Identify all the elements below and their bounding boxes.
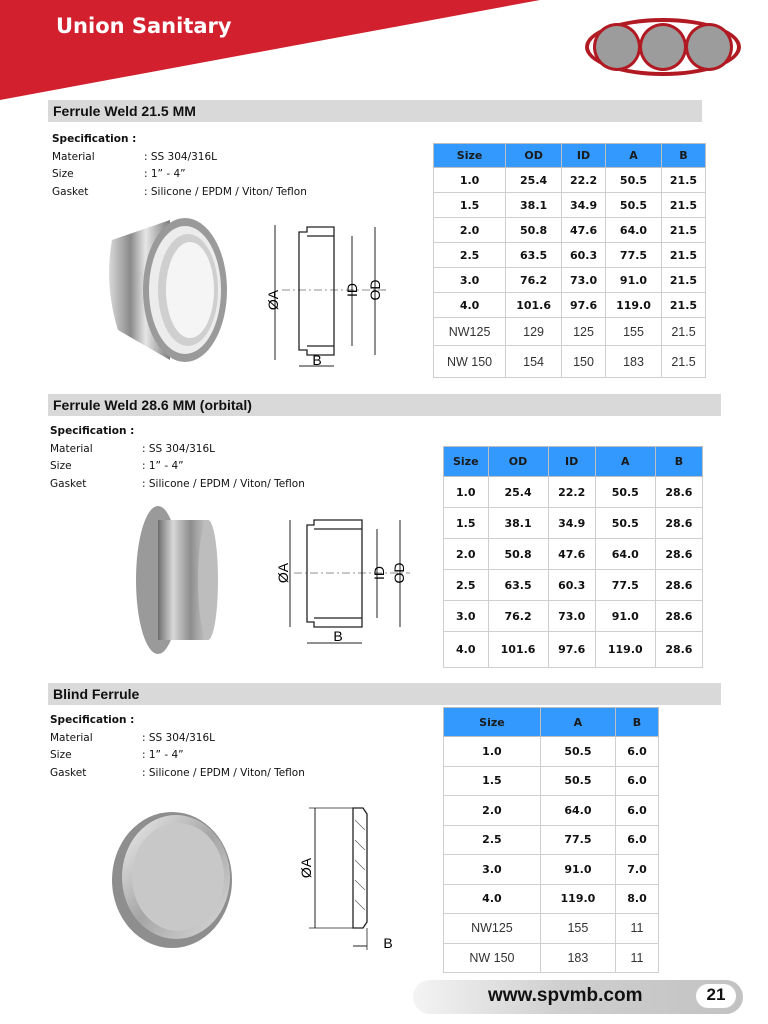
table-cell: 4.0 [434,293,506,318]
table-cell: 60.3 [548,570,595,601]
table-cell: 73.0 [562,268,606,293]
table-cell: 63.5 [506,243,562,268]
dim-label-a: ØA [275,562,291,584]
table-cell: 50.5 [595,477,655,508]
table-row [444,570,703,601]
spec-label-size: Size [52,168,74,180]
table-cell: 3.0 [444,855,541,885]
table-cell: 28.6 [655,632,702,668]
table-cell: 28.6 [655,477,702,508]
table-cell: NW125 [434,318,506,346]
spec-heading: Specification : [50,714,135,726]
table-cell: 101.6 [506,293,562,318]
table-cell: 155 [540,914,615,944]
table-cell: 28.6 [655,570,702,601]
table-cell: 64.0 [540,796,615,826]
table-row [434,318,706,346]
table-cell: 77.5 [595,570,655,601]
table-cell: 125 [562,318,606,346]
table-row [444,796,659,826]
table-cell: 129 [506,318,562,346]
spec-value-size: : 1” - 4” [142,460,184,472]
spec-label-size: Size [50,749,72,761]
spec-heading: Specification : [52,133,137,145]
col-header: A [540,708,615,737]
table-cell: 101.6 [488,632,548,668]
table-cell: 21.5 [661,218,705,243]
table-row [444,508,703,539]
table-cell: 34.9 [562,193,606,218]
table-row [444,737,659,767]
table-cell: 1.0 [444,477,489,508]
table-row [444,825,659,855]
table-cell: 8.0 [615,884,658,914]
table-cell: 4.0 [444,884,541,914]
table-cell: 60.3 [562,243,606,268]
table-row [434,168,706,193]
orbital-ferrule-photo [130,502,230,662]
table-cell: 38.1 [506,193,562,218]
table-cell: 50.8 [506,218,562,243]
spec-label-material: Material [52,150,95,163]
table-cell: 21.5 [661,168,705,193]
table-cell: 11 [615,914,658,944]
table-cell: 6.0 [615,766,658,796]
col-header: OD [488,447,548,477]
table-cell: 21.5 [661,268,705,293]
col-header: B [615,708,658,737]
table-row [434,193,706,218]
spv-logo [583,16,743,78]
table-cell: 1.5 [434,193,506,218]
table-cell: 6.0 [615,737,658,767]
table-row [444,632,703,668]
table-cell: 2.0 [434,218,506,243]
table-cell: 21.5 [661,346,705,378]
table-row [434,243,706,268]
table-cell: 50.5 [540,737,615,767]
section-title-ferrule-weld-28-6: Ferrule Weld 28.6 MM (orbital) [48,394,721,416]
section-title-blind-ferrule: Blind Ferrule [48,683,721,705]
table-row [434,346,706,378]
spec-value-gasket: : Silicone / EPDM / Viton/ Teflon [142,477,305,490]
table-cell: 34.9 [548,508,595,539]
table-row [444,855,659,885]
spec-value-material: : SS 304/316L [142,442,216,455]
table-cell: 21.5 [661,193,705,218]
table-cell: 155 [606,318,662,346]
dim-label-od: OD [391,562,407,584]
spec-label-gasket: Gasket [50,766,87,779]
table-row [434,293,706,318]
table-row [444,539,703,570]
page-number: 21 [696,984,736,1008]
table-cell: 3.0 [434,268,506,293]
table-cell: 6.0 [615,825,658,855]
table-cell: 150 [562,346,606,378]
col-header: ID [562,144,606,168]
table-cell: 21.5 [661,318,705,346]
table-cell: 119.0 [540,884,615,914]
dim-label-a: ØA [298,857,314,879]
table-cell: 183 [606,346,662,378]
table-cell: 91.0 [595,601,655,632]
table-cell: 154 [506,346,562,378]
table-cell: 77.5 [540,825,615,855]
table-cell: 97.6 [548,632,595,668]
table-row [444,914,659,944]
table-cell: 2.0 [444,539,489,570]
table-cell: 47.6 [562,218,606,243]
col-header: Size [444,447,489,477]
spec-value-size: : 1” - 4” [144,168,186,180]
ferrule-technical-drawing [262,220,392,380]
table-cell: 3.0 [444,601,489,632]
table-cell: 76.2 [488,601,548,632]
website-link[interactable]: www.spvmb.com [488,985,643,1006]
table-cell: 50.5 [606,193,662,218]
table-cell: NW 150 [444,943,541,973]
table-cell: 1.5 [444,766,541,796]
spec-label-material: Material [50,731,93,744]
col-header: B [655,447,702,477]
dim-label-b: B [312,352,322,368]
table-row [444,766,659,796]
spec-heading: Specification : [50,425,135,437]
dim-label-od: OD [367,279,383,301]
table-cell: 119.0 [595,632,655,668]
table-cell: 47.6 [548,539,595,570]
table-cell: 50.5 [595,508,655,539]
specification-block [50,423,305,493]
dim-label-b: B [383,935,393,951]
table-cell: 25.4 [506,168,562,193]
table-row [444,601,703,632]
table-cell: 28.6 [655,508,702,539]
table-cell: 77.5 [606,243,662,268]
table-cell: 22.2 [548,477,595,508]
table-cell: NW 150 [434,346,506,378]
dimensions-table [433,143,706,378]
blind-ferrule-technical-drawing [295,800,405,960]
col-header: B [661,144,705,168]
table-cell: NW125 [444,914,541,944]
dim-label-id: ID [371,566,387,580]
dim-label-id: ID [344,283,360,297]
table-cell: 50.5 [540,766,615,796]
table-row [434,268,706,293]
col-header: A [595,447,655,477]
table-cell: 25.4 [488,477,548,508]
page-title: Union Sanitary [56,14,232,38]
col-header: OD [506,144,562,168]
table-cell: 21.5 [661,243,705,268]
specification-block [50,712,305,782]
dimensions-table [443,446,703,668]
table-row [444,884,659,914]
table-cell: 64.0 [606,218,662,243]
table-cell: 7.0 [615,855,658,885]
table-header-row [444,708,659,737]
table-cell: 2.5 [434,243,506,268]
specification-block [52,131,307,201]
dimensions-table [443,707,659,973]
table-cell: 2.5 [444,570,489,601]
table-cell: 28.6 [655,601,702,632]
table-header-row [444,447,703,477]
table-cell: 4.0 [444,632,489,668]
table-cell: 2.5 [444,825,541,855]
spec-label-material: Material [50,442,93,455]
table-cell: 38.1 [488,508,548,539]
table-cell: 97.6 [562,293,606,318]
table-cell: 63.5 [488,570,548,601]
table-cell: 50.5 [606,168,662,193]
table-cell: 119.0 [606,293,662,318]
table-cell: 183 [540,943,615,973]
spec-value-size: : 1” - 4” [142,749,184,761]
table-cell: 64.0 [595,539,655,570]
table-cell: 50.8 [488,539,548,570]
col-header: A [606,144,662,168]
table-cell: 21.5 [661,293,705,318]
table-cell: 6.0 [615,796,658,826]
col-header: Size [444,708,541,737]
spec-label-gasket: Gasket [50,477,87,490]
dim-label-b: B [333,628,343,644]
table-cell: 73.0 [548,601,595,632]
col-header: ID [548,447,595,477]
spec-value-material: : SS 304/316L [142,731,216,744]
table-cell: 28.6 [655,539,702,570]
table-cell: 22.2 [562,168,606,193]
ferrule-photo [100,210,240,370]
table-cell: 1.5 [444,508,489,539]
table-header-row [434,144,706,168]
orbital-ferrule-technical-drawing [272,515,412,655]
spec-value-material: : SS 304/316L [144,150,218,163]
table-cell: 76.2 [506,268,562,293]
spec-value-gasket: : Silicone / EPDM / Viton/ Teflon [142,766,305,779]
table-cell: 1.0 [444,737,541,767]
spec-value-gasket: : Silicone / EPDM / Viton/ Teflon [144,185,307,198]
section-title-ferrule-weld-21-5: Ferrule Weld 21.5 MM [48,100,702,122]
header-banner [0,0,540,100]
spec-label-gasket: Gasket [52,185,89,198]
table-row [444,477,703,508]
table-cell: 11 [615,943,658,973]
table-cell: 91.0 [606,268,662,293]
table-cell: 91.0 [540,855,615,885]
table-row [434,218,706,243]
table-row [444,943,659,973]
table-cell: 1.0 [434,168,506,193]
spec-label-size: Size [50,460,72,472]
dim-label-a: ØA [265,289,281,311]
col-header: Size [434,144,506,168]
table-cell: 2.0 [444,796,541,826]
blind-ferrule-photo [110,805,245,950]
